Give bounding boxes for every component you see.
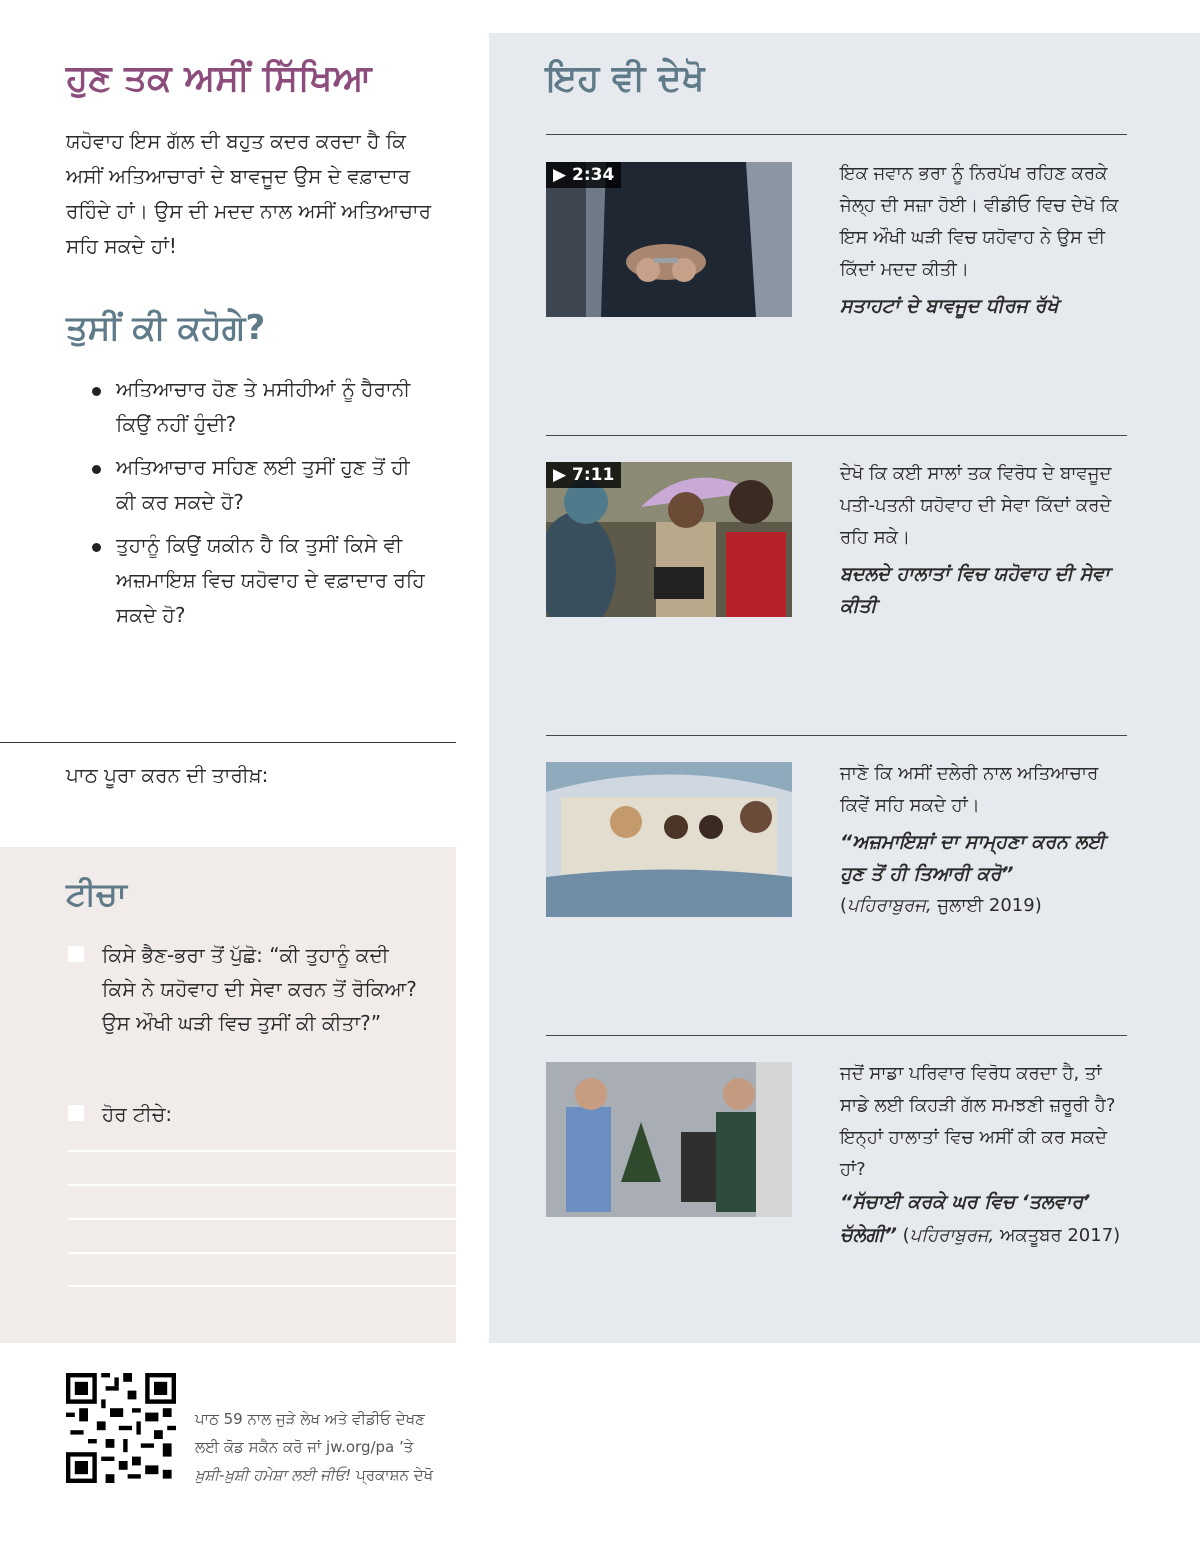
divider <box>546 1035 1127 1036</box>
write-line[interactable] <box>68 1184 456 1186</box>
footer-line: ਪਾਠ 59 ਨਾਲ ਜੁੜੇ ਲੇਖ ਅਤੇ ਵੀਡੀਓ ਦੇਖਣ <box>195 1410 425 1428</box>
bullet-icon <box>92 543 101 552</box>
video-title[interactable]: ਬਦਲਦੇ ਹਾਲਾਤਾਂ ਵਿਚ ਯਹੋਵਾਹ ਦੀ ਸੇਵਾ ਕੀਤੀ <box>840 563 1110 617</box>
video-info <box>840 158 1130 322</box>
divider <box>546 435 1127 436</box>
bullet-icon <box>92 387 101 396</box>
article-ref-date: ਅਕਤੂਬਰ 2017) <box>994 1225 1121 1246</box>
book-title[interactable]: ਖ਼ੁਸ਼ੀ-ਖ਼ੁਸ਼ੀ ਹਮੇਸ਼ਾ ਲਈ ਜੀਓ! <box>195 1466 352 1484</box>
divider <box>0 742 456 743</box>
article-title[interactable]: “ਸੱਚਾਈ ਕਰਕੇ ਘਰ ਵਿਚ ‘ਤਲਵਾਰ’ ਚੱਲੇਗੀ” <box>840 1191 1091 1246</box>
article-image[interactable] <box>546 1062 792 1217</box>
write-line[interactable] <box>68 1150 456 1152</box>
two-men-home-image <box>546 1062 792 1217</box>
family-car-image <box>546 762 792 917</box>
say-heading: ਤੁਸੀਂ ਕੀ ਕਹੋਗੇ? <box>66 308 266 348</box>
question-item <box>92 372 432 442</box>
goal-text: ਕਿਸੇ ਭੈਣ-ਭਰਾ ਤੋਂ ਪੁੱਛੋ: “ਕੀ ਤੁਹਾਨੂੰ ਕਦੀ ਕਿਸੇ ਨੇ ਯਹੋਵਾਹ ਦੀ ਸੇਵਾ ਕਰਨ ਤੋਂ ਰੋਕਿਆ? ਉਸ ਔਖੀ ਘੜੀ ਵਿਚ ਤੁਸੀਂ ਕੀ ਕੀਤਾ?” <box>102 943 417 1035</box>
goal-panel <box>0 847 456 1343</box>
video-description: ਇਕ ਜਵਾਨ ਭਰਾ ਨੂੰ ਨਿਰਪੱਖ ਰਹਿਣ ਕਰਕੇ ਜੇਲ੍ਹ ਦੀ ਸਜ਼ਾ ਹੋਈ। ਵੀਡੀਓ ਵਿਚ ਦੇਖੋ ਕਿ ਇਸ ਔਖੀ ਘੜੀ ਵਿਚ ਯਹੋਵਾਹ ਨੇ ਉਸ ਦੀ ਕਿੱਦਾਂ ਮਦਦ ਕੀਤੀ। <box>840 163 1119 280</box>
article-image[interactable] <box>546 762 792 917</box>
article-ref-open: ( <box>896 1225 910 1246</box>
footer-text <box>195 1405 515 1489</box>
see-also-heading: ਇਹ ਵੀ ਦੇਖੋ <box>546 58 705 99</box>
write-line[interactable] <box>68 1252 456 1254</box>
video-info <box>840 458 1130 622</box>
video-description: ਦੇਖੋ ਕਿ ਕਈ ਸਾਲਾਂ ਤਕ ਵਿਰੋਧ ਦੇ ਬਾਵਜੂਦ ਪਤੀ-ਪਤਨੀ ਯਹੋਵਾਹ ਦੀ ਸੇਵਾ ਕਿੱਦਾਂ ਕਰਦੇ ਰਹਿ ਸਕੇ। <box>840 463 1112 548</box>
write-line[interactable] <box>68 1218 456 1220</box>
learned-heading: ਹੁਣ ਤਕ ਅਸੀਂ ਸਿੱਖਿਆ <box>66 58 372 99</box>
questions-list <box>92 372 432 641</box>
qr-code-icon[interactable] <box>66 1373 176 1483</box>
goal-checkbox[interactable] <box>68 946 84 962</box>
question-item <box>92 450 432 520</box>
footer-line: ਲਈ ਕੋਡ ਸਕੈਨ ਕਰੋ ਜਾਂ jw.org/pa ’ਤੇ <box>195 1438 414 1456</box>
goal-text: ਹੋਰ ਟੀਚੇ: <box>102 1102 173 1126</box>
article-description: ਜਦੋਂ ਸਾਡਾ ਪਰਿਵਾਰ ਵਿਰੋਧ ਕਰਦਾ ਹੈ, ਤਾਂ ਸਾਡੇ ਲਈ ਕਿਹੜੀ ਗੱਲ ਸਮਝਣੀ ਜ਼ਰੂਰੀ ਹੈ? ਇਨ੍ਹਾਂ ਹਾਲਾਤਾਂ ਵਿਚ ਅਸੀਂ ਕੀ ਕਰ ਸਕਦੇ ਹਾਂ? <box>840 1063 1116 1180</box>
goal-checkbox[interactable] <box>68 1105 84 1121</box>
completion-date-label: ਪਾਠ ਪੂਰਾ ਕਰਨ ਦੀ ਤਾਰੀਖ਼: <box>66 763 269 787</box>
learned-paragraph: ਯਹੋਵਾਹ ਇਸ ਗੱਲ ਦੀ ਬਹੁਤ ਕਦਰ ਕਰਦਾ ਹੈ ਕਿ ਅਸੀਂ ਅਤਿਆਚਾਰਾਂ ਦੇ ਬਾਵਜੂਦ ਉਸ ਦੇ ਵਫ਼ਾਦਾਰ ਰਹਿੰਦੇ ਹਾਂ। ਉਸ ਦੀ ਮਦਦ ਨਾਲ ਅਸੀਂ ਅਤਿਆਚਾਰ ਸਹਿ ਸਕਦੇ ਹਾਂ! <box>66 129 432 258</box>
video-thumbnail[interactable] <box>546 162 792 317</box>
video-duration: ▶ 2:34 <box>546 162 621 188</box>
goal-item <box>68 1097 428 1131</box>
article-info <box>840 1058 1130 1252</box>
article-info <box>840 758 1130 922</box>
question-text: ਅਤਿਆਚਾਰ ਹੋਣ ਤੇ ਮਸੀਹੀਆਂ ਨੂੰ ਹੈਰਾਨੀ ਕਿਉਂ ਨਹੀਂ ਹੁੰਦੀ? <box>116 377 411 436</box>
article-ref-open: ( <box>840 895 848 916</box>
video-thumbnail[interactable] <box>546 462 792 617</box>
video-duration: ▶ 7:11 <box>546 462 621 488</box>
goal-heading: ਟੀਚਾ <box>66 875 127 913</box>
question-text: ਅਤਿਆਚਾਰ ਸਹਿਣ ਲਈ ਤੁਸੀਂ ਹੁਣ ਤੋਂ ਹੀ ਕੀ ਕਰ ਸਕਦੇ ਹੋ? <box>116 455 410 514</box>
video-title[interactable]: ਸਤਾਹਟਾਂ ਦੇ ਬਾਵਜੂਦ ਧੀਰਜ ਰੱਖੋ <box>840 295 1059 317</box>
goal-item <box>68 938 428 1040</box>
article-title[interactable]: “ਅਜ਼ਮਾਇਸ਼ਾਂ ਦਾ ਸਾਮ੍ਹਣਾ ਕਰਨ ਲਈ ਹੁਣ ਤੋਂ ਹੀ ਤਿਆਰੀ ਕਰੋ” <box>840 831 1106 885</box>
footer-line <box>195 1461 515 1489</box>
article-ref-date: ਜੁਲਾਈ 2019) <box>931 895 1042 916</box>
divider <box>546 134 1127 135</box>
question-item <box>92 528 432 633</box>
write-line[interactable] <box>68 1285 456 1287</box>
bullet-icon <box>92 465 101 474</box>
article-ref-publication: ਪਹਿਰਾਬੁਰਜ, <box>847 895 932 916</box>
article-description: ਜਾਣੋ ਕਿ ਅਸੀਂ ਦਲੇਰੀ ਨਾਲ ਅਤਿਆਚਾਰ ਕਿਵੇਂ ਸਹਿ ਸਕਦੇ ਹਾਂ। <box>840 763 1099 816</box>
footer-line-rest: ਪ੍ਰਕਾਸ਼ਨ ਦੇਖੋ <box>351 1466 434 1484</box>
divider <box>546 735 1127 736</box>
article-ref-publication: ਪਹਿਰਾਬੁਰਜ, <box>909 1225 995 1246</box>
question-text: ਤੁਹਾਨੂੰ ਕਿਉਂ ਯਕੀਨ ਹੈ ਕਿ ਤੁਸੀਂ ਕਿਸੇ ਵੀ ਅਜ਼ਮਾਇਸ਼ ਵਿਚ ਯਹੋਵਾਹ ਦੇ ਵਫ਼ਾਦਾਰ ਰਹਿ ਸਕਦੇ ਹੋ? <box>116 533 425 627</box>
